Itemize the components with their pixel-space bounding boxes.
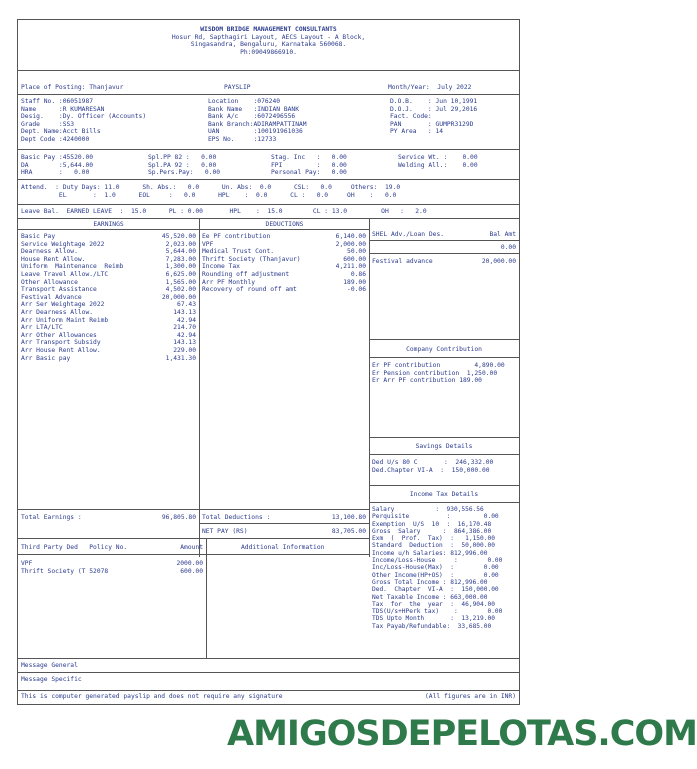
month-year: Month/Year: July 2022 [388, 84, 472, 91]
company-contribution-line: Er PF contribution 4,890.00 [372, 362, 505, 369]
third-party-top-rule [18, 538, 369, 539]
loan-row-rule [369, 253, 519, 254]
income-tax-lines [372, 506, 502, 630]
pay-rate-field: Service Wt. : 0.00 [398, 154, 478, 161]
company-contribution-line: Er Pension contribution 1,250.00 [372, 369, 498, 377]
posting-row [18, 80, 519, 95]
earnings-labels [21, 233, 123, 362]
deduction-item-label: VPF [202, 240, 214, 248]
deduction-item-amount: -0.06 [347, 286, 366, 294]
attendance [18, 180, 519, 205]
earning-item-label: Dearness Allow. [21, 248, 78, 256]
income-tax-line: Tax Payab/Refundable: 33,685.00 [372, 622, 492, 630]
earning-item-label: Arr Ser Weightage 2022 [21, 301, 105, 309]
loan-item-amount: 20,000.00 [481, 258, 516, 265]
pay-rate-field: Welding All.: 0.00 [398, 161, 478, 169]
earning-item-label: Arr LTA/LTC [21, 324, 63, 332]
divider-earn-ded [199, 219, 200, 557]
company-address-line1: Hosur Rd, Sapthagiri Layout, AECS Layout - A Block, [171, 33, 366, 41]
earning-item-amount: 42.94 [177, 316, 196, 324]
employee-field: Dept Code :4240000 [21, 135, 90, 143]
earning-item-label: Leave Travel Allow./LTC [21, 270, 109, 278]
earning-item-label: Arr Transport Subsidy [21, 339, 101, 347]
income-tax-line: TDS(U/s+HPerk tax) : 0.00 [372, 608, 503, 616]
earning-item-amount: 6,625.00 [165, 270, 196, 278]
pay-rate-field: Stag. Inc : 0.00 [271, 154, 347, 161]
earning-item-amount: 7,283.00 [165, 255, 196, 263]
employee-field: UAN :100191961036 [208, 128, 303, 136]
pay-rate-field: Sp.Pers.Pay: 0.00 [148, 169, 221, 177]
pay-rate-field: FPI : 0.00 [271, 161, 347, 169]
company-contribution-lines [372, 362, 505, 385]
savings-rule [369, 454, 519, 455]
message-general-row [18, 658, 519, 673]
income-tax-line: Net Taxable Income : 663,000.00 [372, 593, 488, 601]
third-party-item-1-label: VPF [21, 560, 33, 567]
employee-field: EPS No. :12733 [208, 135, 277, 143]
earning-item-label: Service Weightage 2022 [21, 240, 105, 248]
employee-field: Dept. Name:Acct Bills [21, 128, 101, 136]
earning-item-label: Uniform Maintenance Reimb [21, 263, 124, 271]
employee-field: Bank A/c :6072496556 [208, 113, 296, 121]
deduction-item-amount: 2,000.00 [335, 240, 366, 248]
earning-item-amount: 67.43 [177, 301, 196, 309]
earning-item-label: Other Allowance [21, 278, 78, 286]
message-general: Message General [21, 662, 78, 669]
rates-col3 [271, 154, 347, 177]
earning-item-amount: 143.13 [173, 339, 196, 347]
footer-note: This is computer generated payslip and does not require any signature [21, 693, 283, 700]
loan-header-right: Bal Amt [489, 231, 516, 238]
loan-first-value: 0.00 [500, 244, 516, 251]
deduction-item-label: Rounding off adjustment [202, 270, 290, 278]
third-party-item-2-amount: 600.00 [180, 568, 203, 575]
income-tax-line: Inc/Loss-House(Max) : 0.00 [372, 564, 499, 572]
earning-item-amount: 45,520.00 [161, 233, 196, 240]
income-tax-line: TDS Upto Month : 13,219.00 [372, 615, 495, 623]
income-tax-header: Income Tax Details [409, 491, 479, 498]
place-of-posting: Place of Posting: Thanjavur [21, 84, 124, 91]
pay-rate-field: Personal Pay: 0.00 [271, 169, 347, 177]
earning-item-amount: 229.00 [173, 346, 196, 354]
leave-balance-text: Leave Bal. EARNED LEAVE : 15.0 PL : 0.00 HPL : 15.0 CL : 13.0 OH : 2.0 [21, 208, 427, 215]
earning-item-label: Arr Other Allowances [21, 331, 97, 339]
deductions-labels [202, 233, 301, 294]
rates-col1 [21, 154, 93, 177]
section-header-rule [18, 229, 369, 230]
income-tax-line: Tax for the year : 46,904.00 [372, 600, 495, 608]
employee-field: Desig. :Dy. Officer (Accounts) [21, 113, 147, 121]
pay-rate-field: Spl.PP 82 : 0.00 [148, 154, 217, 161]
third-party-item-2-label: Thrift Society (T 52078 [21, 568, 109, 575]
message-specific-row [18, 672, 519, 687]
company-header [18, 20, 519, 71]
net-pay-top-rule [199, 523, 369, 524]
third-party-header-rule [18, 554, 369, 555]
deduction-item-amount: 4,211.00 [335, 263, 366, 271]
earning-item-label: Festival Advance [21, 293, 82, 301]
company-phone: Ph:09049866910. [240, 48, 297, 56]
income-tax-line: Income/Loss-House : 0.00 [372, 557, 503, 565]
deduction-item-amount: 600.00 [343, 255, 366, 263]
loan-header-left: SHEL Adv./Loan Des. [372, 231, 445, 238]
income-tax-top-rule [369, 485, 519, 486]
income-tax-line: Exemption U/S 10 : 16,170.48 [372, 520, 492, 528]
deduction-item-label: Income Tax [202, 263, 240, 271]
payslip-title: PAYSLIP [224, 84, 251, 91]
deduction-item-amount: 0.86 [350, 270, 366, 278]
total-earnings-value: 96,805.80 [161, 514, 196, 521]
employee-field: Staff No. :06051987 [21, 98, 94, 105]
savings-line: Ded.Chapter VI-A : 150,000.00 [372, 466, 490, 474]
deduction-item-amount: 189.00 [343, 278, 366, 286]
income-tax-line: Gross Salary : 864,386.00 [372, 527, 492, 535]
pay-rate-field: Basic Pay :45520.00 [21, 154, 94, 161]
company-name: WISDOM BRIDGE MANAGEMENT CONSULTANTS [200, 26, 337, 33]
employee-details [18, 95, 519, 150]
company-contribution-top-rule [369, 339, 519, 340]
deductions-header: DEDUCTIONS [265, 221, 304, 228]
pay-rate-field [398, 169, 478, 177]
employee-field: Grade :SS3 [21, 120, 75, 128]
deduction-item-label: Medical Trust Cont. [202, 248, 275, 256]
earning-item-label: Arr Basic pay [21, 354, 71, 362]
earning-item-amount: 2,023.00 [165, 240, 196, 248]
rates-col2 [148, 154, 220, 177]
income-tax-rule [369, 502, 519, 503]
income-tax-line: Exm ( Prof. Tax) : 1,150.00 [372, 535, 495, 543]
third-party-header-right: Amount [180, 544, 203, 551]
income-tax-line: Salary : 930,556.56 [372, 506, 484, 513]
employee-field: Bank Branch:ADIRAMPATTINAM [208, 120, 307, 128]
employee-col-personal [21, 98, 146, 144]
loan-header-rule [369, 240, 519, 241]
earning-item-label: Transport Assistance [21, 286, 97, 294]
employee-field: Name :R KUMARESAN [21, 105, 105, 113]
additional-info-header: Additional Information [241, 544, 325, 551]
pay-rate-field: HRA : 0.00 [21, 169, 90, 177]
watermark-logo: AMIGOSDEPELOTAS.COM [227, 714, 697, 754]
savings-lines [372, 459, 493, 474]
earning-item-amount: 5,644.00 [165, 248, 196, 256]
savings-line: Ded U/s 80 C : 246,332.00 [372, 459, 494, 466]
income-tax-line: Standard Deduction : 50,000.00 [372, 542, 495, 550]
income-tax-line: Income u/h Salaries: 812,996.00 [372, 549, 488, 557]
earning-item-amount: 1,300.00 [165, 263, 196, 271]
earnings-amounts [118, 233, 196, 362]
employee-col-bank [208, 98, 307, 144]
earning-item-label: Arr House Rent Allow. [21, 346, 101, 354]
earning-item-label: Arr Uniform Maint Reimb [21, 316, 109, 324]
employee-field [390, 136, 477, 144]
earning-item-amount: 42.94 [177, 331, 196, 339]
income-tax-line: Other Income(HP+OS) : 0.00 [372, 571, 499, 579]
employee-field: D.O.J. : Jul 29,2016 [390, 105, 478, 113]
income-tax-line: Ded. Chapter VI-A : 150,000.00 [372, 586, 499, 594]
divider-ded-right [369, 219, 370, 557]
earning-item-amount: 143.13 [173, 308, 196, 316]
total-deductions-label: Total Deductions : [202, 514, 271, 521]
divider-third-party [206, 538, 207, 659]
earning-item-amount: 1,431.30 [165, 354, 196, 362]
income-tax-line: Perquisite : 0.00 [372, 513, 499, 521]
deduction-item-amount: 50.00 [347, 248, 366, 256]
deduction-item-label: Ee PF contribution [202, 233, 271, 240]
income-tax-line: Gross Total Income : 812,996.00 [372, 578, 488, 586]
earning-item-label: Arr Dearness Allow. [21, 308, 94, 316]
total-earnings-label: Total Earnings : [21, 514, 82, 521]
employee-col-dates [390, 98, 477, 144]
employee-field: Location :076240 [208, 98, 281, 105]
employee-field: PAN : GUMPR3129D [390, 120, 474, 128]
totals-top-rule [18, 509, 369, 510]
deduction-item-label: Recovery of round off amt [202, 286, 297, 294]
leave-balance [18, 205, 519, 219]
deduction-item-amount: 6,140.00 [335, 233, 366, 240]
earning-item-amount: 20,000.00 [161, 293, 196, 301]
employee-field: D.O.B. : Jun 10,1991 [390, 98, 478, 105]
message-specific: Message Specific [21, 676, 82, 683]
total-deductions-value: 13,100.80 [331, 514, 366, 521]
deductions-amounts [308, 233, 366, 294]
rates-col4 [398, 154, 478, 177]
employee-field: PY Area : 14 [390, 128, 444, 136]
attendance-line2: EL : 1.0 EOL : 0.0 HPL : 0.0 CL : 0.0 OH : 0.0 [21, 192, 397, 199]
earning-item-amount: 1,565.00 [165, 278, 196, 286]
company-contribution-line: Er Arr PF contribution 189.00 [372, 377, 482, 385]
earning-item-label: House Rent Allow. [21, 255, 86, 263]
pay-rate-field: Spl.PA 92 : 0.00 [148, 161, 217, 169]
net-pay-value: 83,705.00 [331, 528, 366, 535]
attendance-line1: Attend. : Duty Days: 11.0 Sh. Abs.: 0.0 Un. Abs: 0.0 CSL: 0.0 Others: 19.0 [21, 184, 401, 191]
loan-item-label: Festival advance [372, 258, 433, 265]
third-party-header-left: Third Party Ded Policy No. [21, 544, 128, 551]
earning-item-amount: 214.70 [173, 324, 196, 332]
employee-field: Bank Name :INDIAN BANK [208, 105, 299, 113]
deduction-item-label: Thrift Society (Thanjavur) [202, 255, 301, 263]
company-address-line2: Singasandra, Bengaluru, Karnataka 560068. [190, 41, 347, 49]
pay-rates [18, 150, 519, 180]
net-pay-label: NET PAY (RS) [202, 528, 248, 535]
savings-top-rule [369, 437, 519, 438]
pay-rate-field: DA :5,644.00 [21, 161, 94, 169]
earnings-header: EARNINGS [93, 221, 124, 228]
employee-field: Fact. Code: [390, 113, 432, 121]
deduction-item-label: Arr PF Monthly [202, 278, 256, 286]
company-contribution-header: Company Contribution [406, 346, 482, 353]
payslip-document [17, 19, 520, 691]
footer-note-row [17, 691, 520, 705]
footer-note-right: (All figures are in INR) [425, 693, 516, 700]
savings-header: Savings Details [415, 443, 473, 450]
earning-item-label: Basic Pay [21, 233, 56, 240]
company-contribution-rule [369, 357, 519, 358]
earning-item-amount: 4,502.00 [165, 286, 196, 294]
third-party-item-1-amount: 2000.00 [176, 560, 203, 567]
